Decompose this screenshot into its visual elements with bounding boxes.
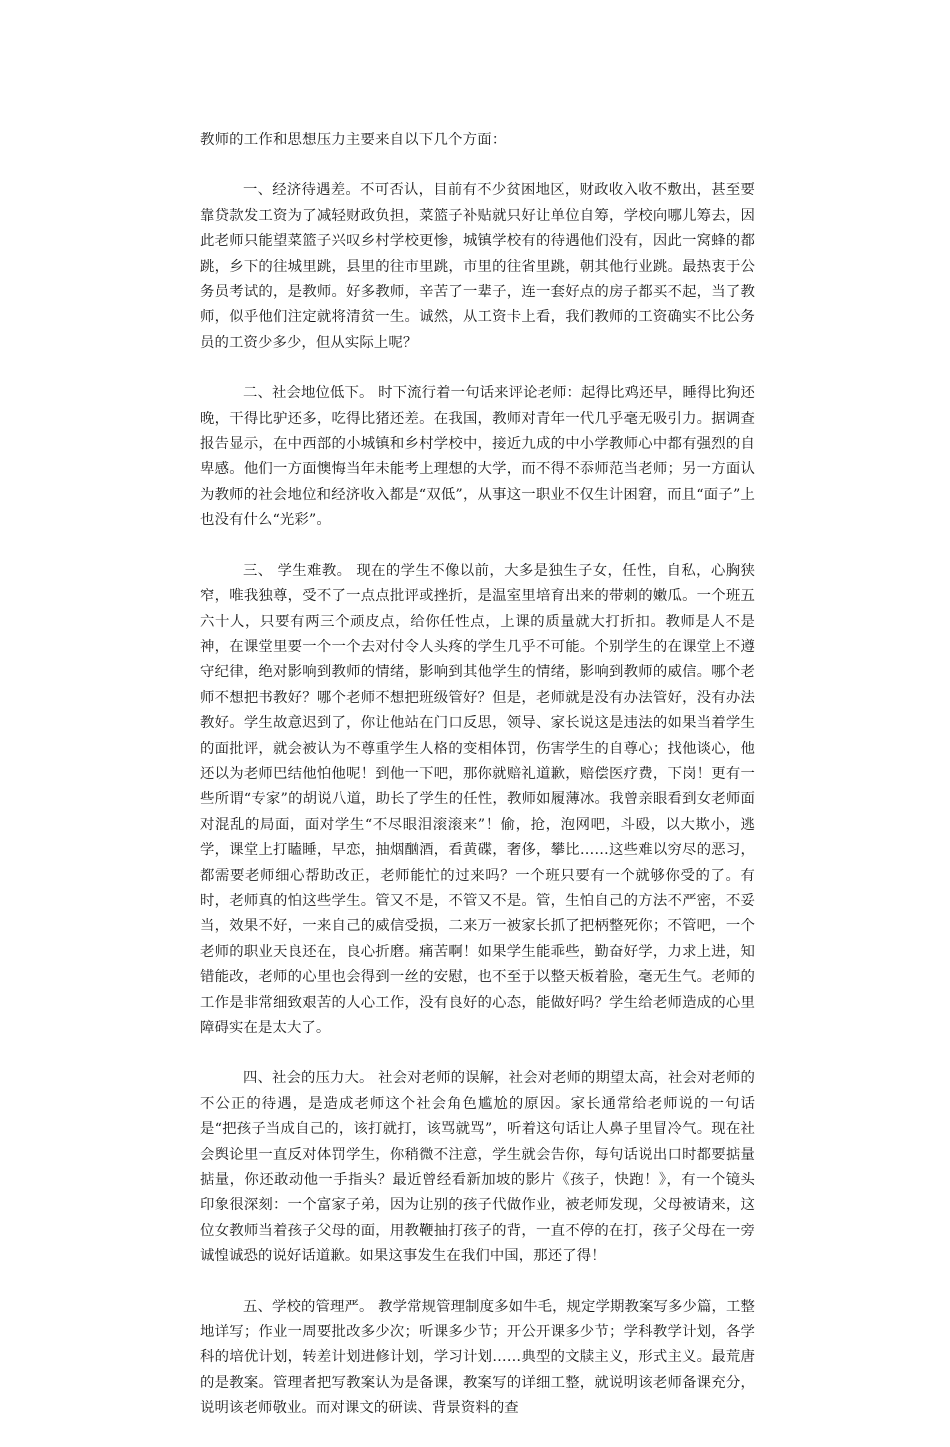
paragraph-social-pressure: 四、社会的压力大。 社会对老师的误解，社会对老师的期望太高，社会对老师的不公正的待遇，是造成老师这个社会角色尴尬的原因。家长通常给老师说的一句话是“把孩子当成自己的，该打就打，该骂就骂”，听着这句话让人鼻子里冒冷气。现在社会舆论里一直反对体罚学生，你稍微不注意，学生就会告你，每句话说出口时都要掂量掂量，你还敢动他一手指头？最近曾经看新加坡的影片《孩子，快跑！》，有一个镜头印象很深刻：一个富家子弟，因为让别的孩子代做作业，被老师发现，父母被请来，这位女教师当着孩子父母的面，用教鞭抽打孩子的背，一直不停的在打，孩子父母在一旁诚惶诚恐的说好话道歉。如果这事发生在我们中国，那还了得！: [200, 1070, 755, 1265]
paragraph-economic: 一、经济待遇差。不可否认，目前有不少贫困地区，财政收入收不敷出，甚至要靠贷款发工资为了减轻财政负担，菜篮子补贴就只好让单位自筹，学校向哪儿筹去，因此老师只能望菜篮子兴叹乡村学校更惨，城镇学校有的待遇他们没有，因此一窝蜂的都跳，乡下的往城里跳，县里的往市里跳，市里的往省里跳，朝其他行业跳。最热衷于公务员考试的，是教师。好多教师，辛苦了一辈子，连一套好点的房子都买不起，当了教师，似乎他们注定就将清贫一生。诚然，从工资卡上看，我们教师的工资确实不比公务员的工资少多少，但从实际上呢？: [200, 182, 755, 351]
paragraph-school-management: 五、学校的管理严。 教学常规管理制度多如牛毛，规定学期教案写多少篇，工整地详写；作业一周要批改多少次；听课多少节；开公开课多少节；学科教学计划，各学科的培优计划，转差计划进修计划，学习计划……典型的文牍主义，形式主义。最荒唐的是教案。管理者把写教案认为是备课，教案写的详细工整，就说明该老师备课充分，说明该老师敬业。而对课文的研读、背景资料的查: [200, 1298, 755, 1417]
paragraph-students: 三、 学生难教。 现在的学生不像以前，大多是独生子女，任性，自私，心胸狭窄，唯我独尊，受不了一点点批评或挫折，是温室里培育出来的带刺的嫩瓜。一个班五六十人，只要有两三个顽皮点，给你任性点，上课的质量就大打折扣。教师是人不是神，在课堂里要一个一个去对付令人头疼的学生几乎不可能。个别学生的在课堂上不遵守纪律，绝对影响到教师的情绪，影响到其他学生的情绪，影响到教师的威信。哪个老师不想把书教好？哪个老师不想把班级管好？但是，老师就是没有办法管好，没有办法教好。学生故意迟到了，你让他站在门口反思，领导、家长说这是违法的如果当着学生的面批评，就会被认为不尊重学生人格的变相体罚，伤害学生的自尊心；找他谈心，他还以为老师巴结他怕他呢！到他一下吧，那你就赔礼道歉，赔偿医疗费，下岗！更有一些所谓“专家”的胡说八道，助长了学生的任性，教师如履薄冰。我曾亲眼看到女老师面对混乱的局面，面对学生“不尽眼泪滚滚来”！偷，抢，泡网吧，斗殴，以大欺小，逃学，课堂上打瞌睡，早恋，抽烟酗酒，看黄碟，奢侈，攀比……这些难以穷尽的恶习，都需要老师细心帮助改正，老师能忙的过来吗？一个班只要有一个就够你受的了。有时，老师真的怕这些学生。管又不是，不管又不是。管，生怕自己的方法不严密，不妥当，效果不好，一来自己的威信受损，二来万一被家长抓了把柄整死你；不管吧，一个老师的职业天良还在，良心折磨。痛苦啊！如果学生能乖些，勤奋好学，力求上进，知错能改，老师的心里也会得到一丝的安慰，也不至于以整天板着脸，毫无生气。老师的工作是非常细致艰苦的人心工作，没有良好的心态，能做好吗？学生给老师造成的心里障碍实在是太大了。: [200, 562, 755, 1036]
document-page: [200, 128, 755, 1447]
intro-line: 教师的工作和思想压力主要来自以下几个方面：: [200, 132, 507, 148]
paragraph-social-status: 二、社会地位低下。 时下流行着一句话来评论老师：起得比鸡还早，睡得比狗还晚，干得比驴还多，吃得比猪还差。在我国，教师对青年一代几乎毫无吸引力。据调查报告显示，在中西部的小城镇和乡村学校中，接近九成的中小学教师心中都有强烈的自卑感。他们一方面懊悔当年未能考上理想的大学，而不得不忝师范当老师；另一方面认为教师的社会地位和经济收入都是“双低”，从事这一职业不仅生计困窘，而且“面子”上也没有什么“光彩”。: [200, 385, 755, 529]
